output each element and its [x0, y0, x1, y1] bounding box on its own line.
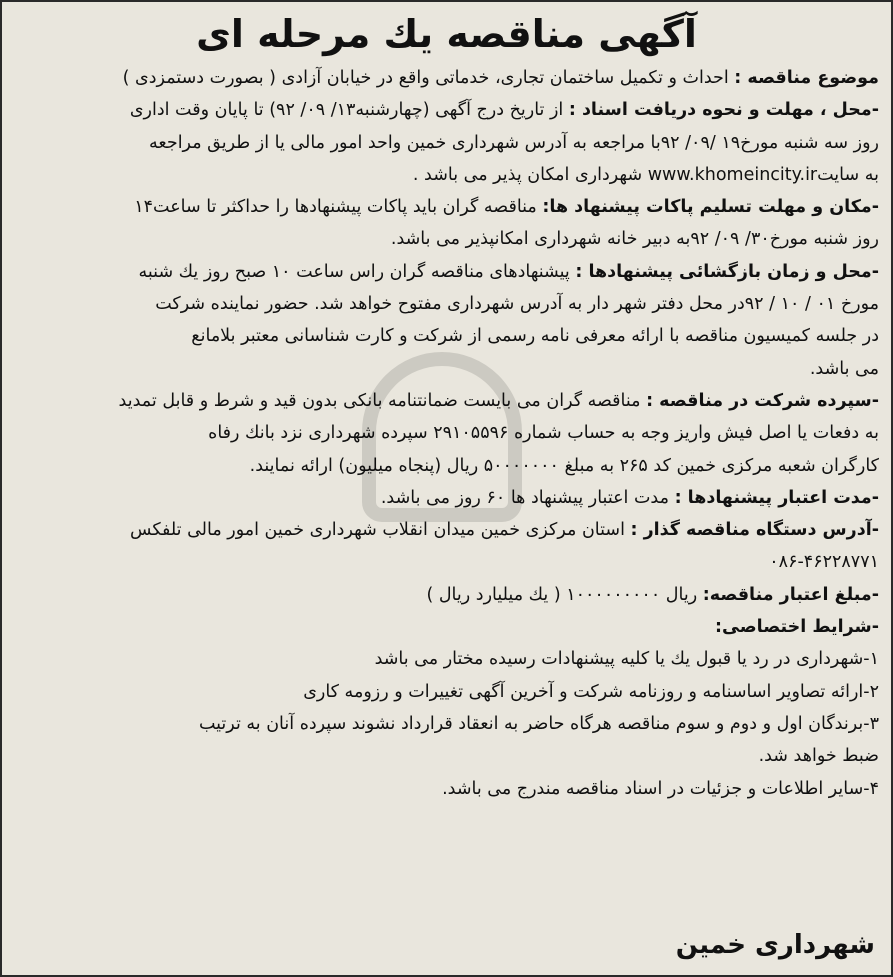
line-text: احداث و تكمیل ساختمان تجاری، خدماتی واقع در خیابان آزادی ( بصورت دستمزدی ) — [122, 68, 735, 88]
line-text: به دفعات یا اصل فیش واریز وجه به حساب شماره ۲۹۱۰۵۵۹۶ سپرده شهرداری نزد بانك رفاه — [208, 423, 879, 444]
section-heading: موضوع مناقصه : — [734, 68, 879, 88]
line-text: پیشنهادهای مناقصه گران راس ساعت ۱۰ صبح روز یك شنبه — [138, 261, 576, 282]
notice-line — [16, 353, 879, 385]
notice-line — [16, 450, 879, 482]
line-text: ۲-ارائه تصاویر اساسنامه و روزنامه شركت و آخرین آگهی تغییرات و رزومه كاری — [303, 681, 879, 702]
line-text: استان مركزی خمین میدان انقلاب شهرداری خمین امور مالی تلفكس — [130, 520, 631, 541]
line-text: ۱-شهرداری در رد یا قبول یك یا كلیه پیشنهادات رسیده مختار می باشد — [374, 649, 879, 670]
line-text: روز شنبه مورخ۳۰/ ۰۹/ ۹۲به دبیر خانه شهرداری امكانپذیر می باشد. — [390, 229, 879, 250]
line-text: مدت اعتبار پیشنهاد ها ۶۰ روز می باشد. — [380, 487, 675, 508]
notice-line — [16, 676, 879, 708]
line-text: مورخ ۰۱ / ۱۰ / ۹۲در محل دفتر شهر دار به آدرس شهرداری مفتوح خواهد شد. حضور نماینده شركت — [155, 294, 879, 315]
notice-line — [16, 191, 879, 223]
signature: شهرداری خمین — [675, 930, 875, 960]
notice-body — [2, 62, 891, 805]
line-text: از تاریخ درج آگهی (چهارشنبه۱۳/ ۰۹/ ۹۲) تا پایان وقت اداری — [129, 100, 569, 121]
line-text: در جلسه كمیسیون مناقصه با ارائه معرفی نامه رسمی از شركت و كارت شناسانی معتبر بلامانع — [191, 326, 879, 347]
section-heading: -محل ، مهلت و نحوه دریافت اسناد : — [568, 100, 879, 121]
notice-line — [16, 288, 879, 320]
line-text: به سایتwww.khomeincity.ir شهرداری امكان پذیر می باشد . — [412, 164, 879, 185]
line-text: ۳-برندگان اول و دوم و سوم مناقصه هرگاه حاضر به انعقاد قرارداد نشوند سپرده آنان به ترتیب — [198, 713, 879, 734]
section-heading: -مدت اعتبار پیشنهادها : — [674, 487, 879, 508]
notice-line — [16, 579, 879, 611]
notice-line — [16, 611, 879, 643]
section-heading: -مبلغ اعتبار مناقصه: — [702, 584, 879, 605]
notice-line — [16, 643, 879, 675]
line-text: مناقصه گران باید پاكات پیشنهادها را حداكثر تا ساعت۱۴ — [134, 197, 543, 218]
section-heading: -محل و زمان بازگشائی پیشنهادها : — [575, 261, 879, 282]
notice-line — [16, 256, 879, 288]
notice-line — [16, 417, 879, 449]
line-text: ۴-سایر اطلاعات و جزئیات در اسناد مناقصه مندرج می باشد. — [442, 778, 879, 799]
notice-line — [16, 159, 879, 191]
line-text: روز سه شنبه مورخ۱۹ /۰۹/ ۹۲با مراجعه به آدرس شهرداری خمین واحد امور مالی یا از طریق مراجعه — [149, 132, 879, 153]
section-heading: -سپرده شركت در مناقصه : — [646, 390, 879, 411]
section-heading: -مكان و مهلت تسلیم پاكات پیشنهاد ها: — [542, 197, 879, 218]
section-heading: -شرایط اختصاصی: — [715, 617, 879, 638]
notice-line — [16, 708, 879, 740]
line-text: كارگران شعبه مركزی خمین كد ۲۶۵ به مبلغ ۵۰۰۰۰۰۰۰ ریال (پنجاه میلیون) ارائه نمایند. — [249, 455, 879, 476]
notice-line — [16, 385, 879, 417]
notice-line — [16, 223, 879, 255]
notice-line — [16, 546, 879, 578]
notice-line — [16, 127, 879, 159]
notice-line — [16, 740, 879, 772]
line-text: ضبط خواهد شد. — [758, 746, 879, 767]
notice-line — [16, 773, 879, 805]
line-text: می باشد. — [809, 358, 879, 379]
line-text: مناقصه گران می بایست ضمانتنامه بانكی بدون قید و شرط و قابل تمدید — [118, 390, 647, 411]
section-heading: -آدرس دستگاه مناقصه گذار : — [630, 520, 879, 541]
notice-title: آگهی مناقصه یك مرحله ای — [196, 12, 697, 56]
notice-line — [16, 514, 879, 546]
line-text: ۰۸۶-۴۶۲۲۸۷۷۱ — [769, 552, 879, 573]
notice-line — [16, 320, 879, 352]
notice-line — [16, 482, 879, 514]
line-text: ریال ۱۰۰۰۰۰۰۰۰۰ ( یك میلیارد ریال ) — [426, 584, 703, 605]
notice-line — [16, 62, 879, 94]
notice-line — [16, 94, 879, 126]
